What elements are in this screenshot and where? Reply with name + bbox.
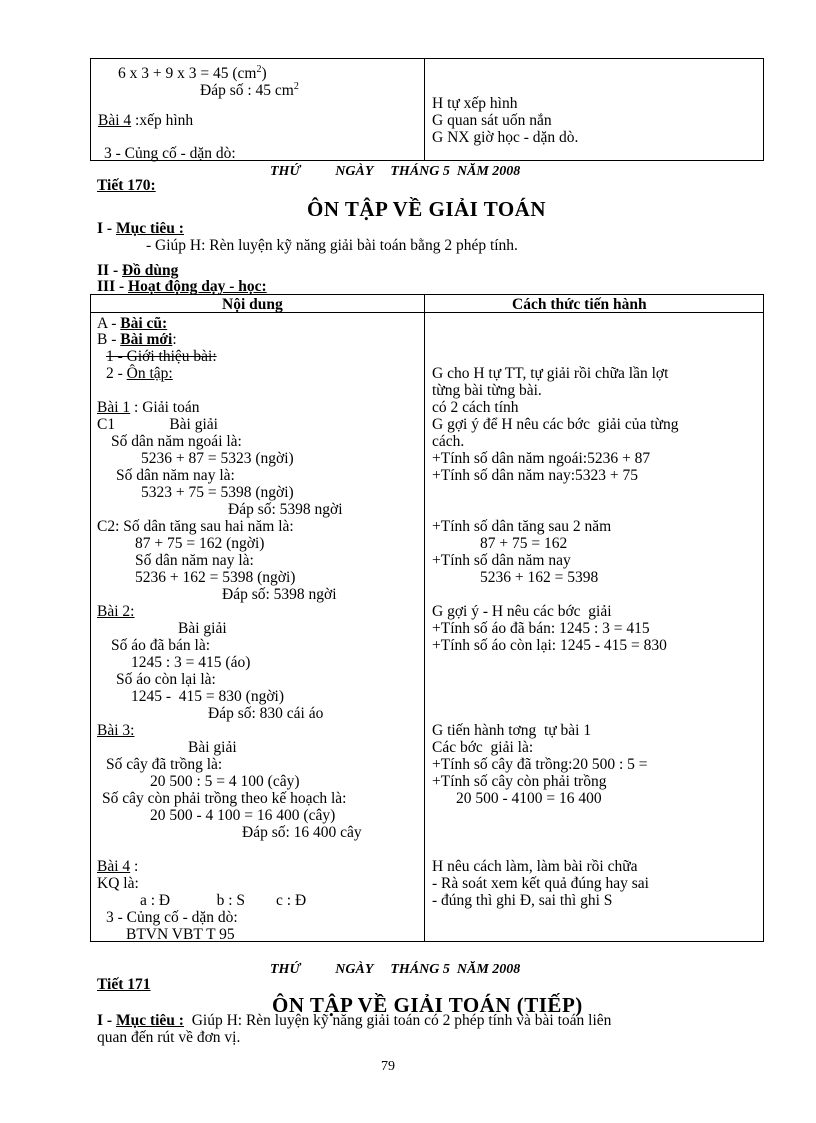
right-line: +Tính số dân năm ngoái:5236 + 87 — [432, 450, 651, 467]
top-left-line1: 6 x 3 + 9 x 3 = 45 $(cm^2)$ — [118, 64, 267, 83]
left-line: Đáp số: 16 400 cây — [242, 824, 362, 841]
right-line: 5236 + 162 = 5398 — [480, 569, 599, 586]
lesson171-title: ÔN TẬP VỀ GIẢI TOÁN (TIẾP) — [272, 993, 583, 1017]
right-line: có 2 cách tính — [432, 399, 519, 416]
left-line: 5323 + 75 = 5398 (ngời) — [141, 484, 294, 501]
lesson171-muc-tieu-line2: quan đến rút về đơn vị. — [97, 1029, 241, 1046]
left-line: Bài 2: — [97, 603, 135, 620]
right-line: +Tính số áo còn lại: 1245 - 415 = 830 — [432, 637, 667, 654]
main-table — [90, 294, 764, 942]
left-line: 87 + 75 = 162 (ngời) — [135, 535, 265, 552]
right-line: G gợi ý - H nêu các bớc giải — [432, 603, 612, 620]
lesson170-muc-tieu-text: - Giúp H: Rèn luyện kỹ năng giải bài toán bằng 2 phép tính. — [146, 237, 518, 254]
lesson171-dateline: THỨ NGÀY THÁNG 5 NĂM 2008 — [270, 962, 521, 977]
right-line: G tiến hành tơng tự bài 1 — [432, 722, 592, 739]
lesson170-dateline: THỨ NGÀY THÁNG 5 NĂM 2008 — [270, 164, 521, 179]
left-line: 1 - Giới thiệu bài: — [106, 348, 217, 365]
lesson171-label: Tiết 171 — [97, 976, 151, 993]
col1-header: Nội dung — [222, 296, 283, 313]
right-line: 87 + 75 = 162 — [480, 535, 568, 552]
lesson170-muc-tieu: I - Mục tiêu : — [97, 220, 184, 237]
top-left-line4: 3 - Củng cố - dặn dò: — [104, 145, 236, 162]
left-line: 5236 + 87 = 5323 (ngời) — [141, 450, 294, 467]
left-line: a : Đ b : S c : Đ — [140, 892, 307, 909]
left-line: 3 - Củng cố - dặn dò: — [106, 909, 238, 926]
left-line: KQ là: — [97, 875, 139, 892]
right-line: 20 500 - 4100 = 16 400 — [456, 790, 602, 807]
lesson171-muc-tieu: I - Mục tiêu : Giúp H: Rèn luyện kỹ năng giải toán có 2 phép tính và bài toán liên — [97, 1012, 612, 1029]
left-line: Bài giải — [178, 620, 227, 637]
top-left-line2: Đáp số : 45 $cm^2$ — [200, 81, 299, 100]
top-left-line3: Bài 4 :xếp hình — [98, 112, 194, 129]
left-line: 1245 - 415 = 830 (ngời) — [131, 688, 284, 705]
right-line: Các bớc giải là: — [432, 739, 534, 756]
left-line: Bài giải — [188, 739, 237, 756]
left-line: Số áo đã bán là: — [111, 637, 211, 654]
top-right-line1: H tự xếp hình — [432, 95, 518, 112]
right-line: G cho H tự TT, tự giải rồi chữa lần lợt — [432, 365, 669, 382]
lesson170-do-dung: II - Đồ dùng — [97, 262, 179, 279]
left-line: Số cây đã trồng là: — [106, 756, 223, 773]
right-line: +Tính số dân năm nay — [432, 552, 571, 569]
left-line: Bài 4 : — [97, 858, 139, 875]
lesson170-hoat-dong: III - Hoạt động dạy - học: — [97, 278, 267, 295]
right-line: cách. — [432, 433, 465, 450]
left-line: B - Bài mới: — [97, 331, 177, 348]
left-line: Đáp số: 5398 ngời — [222, 586, 337, 603]
left-line: 20 500 : 5 = 4 100 (cây) — [150, 773, 300, 790]
lesson170-title: ÔN TẬP VỀ GIẢI TOÁN — [307, 197, 547, 221]
col2-header: Cách thức tiến hành — [512, 296, 647, 313]
lesson170-label: Tiết 170: — [97, 177, 156, 194]
left-line: Số áo còn lại là: — [116, 671, 216, 688]
left-line: A - Bài cũ: — [97, 315, 168, 332]
right-line: G gợi ý để H nêu các bớc giải của từng — [432, 416, 679, 433]
right-line: +Tính số cây đã trồng:20 500 : 5 = — [432, 756, 648, 773]
left-line: Bài 3: — [97, 722, 135, 739]
left-line: 2 - Ôn tập: — [106, 365, 173, 382]
left-line: Đáp số: 5398 ngời — [228, 501, 343, 518]
left-line: Số cây còn phải trồng theo kế hoạch là: — [102, 790, 347, 807]
main-table-header-rule — [90, 312, 764, 313]
left-line: Bài 1 : Giải toán — [97, 399, 200, 416]
left-line: Số dân năm nay là: — [135, 552, 254, 569]
top-right-line3: G NX giờ học - dặn dò. — [432, 129, 579, 146]
right-line: +Tính số dân năm nay:5323 + 75 — [432, 467, 639, 484]
right-line: H nêu cách làm, làm bài rồi chữa — [432, 858, 638, 875]
left-line: 1245 : 3 = 415 (áo) — [131, 654, 251, 671]
left-line: Đáp số: 830 cái áo — [208, 705, 324, 722]
right-line: từng bài từng bài. — [432, 382, 542, 399]
page-number: 79 — [381, 1059, 395, 1074]
left-line: BTVN VBT T 95 — [126, 926, 235, 943]
right-line: +Tính số dân tăng sau 2 năm — [432, 518, 612, 535]
top-table-divider — [424, 58, 425, 161]
right-line: - Rà soát xem kết quả đúng hay sai — [432, 875, 649, 892]
main-table-divider — [424, 294, 425, 942]
left-line: C2: Số dân tăng sau hai năm là: — [97, 518, 294, 535]
left-line: 5236 + 162 = 5398 (ngời) — [135, 569, 296, 586]
left-line: 20 500 - 4 100 = 16 400 (cây) — [150, 807, 336, 824]
right-line: - đúng thì ghi Đ, sai thì ghi S — [432, 892, 613, 909]
right-line: +Tính số áo đã bán: 1245 : 3 = 415 — [432, 620, 650, 637]
left-line: Số dân năm ngoái là: — [111, 433, 242, 450]
top-right-line2: G quan sát uốn nắn — [432, 112, 552, 129]
right-line: +Tính số cây còn phải trồng — [432, 773, 607, 790]
left-line: C1 Bài giải — [97, 416, 218, 433]
left-line: Số dân năm nay là: — [116, 467, 235, 484]
